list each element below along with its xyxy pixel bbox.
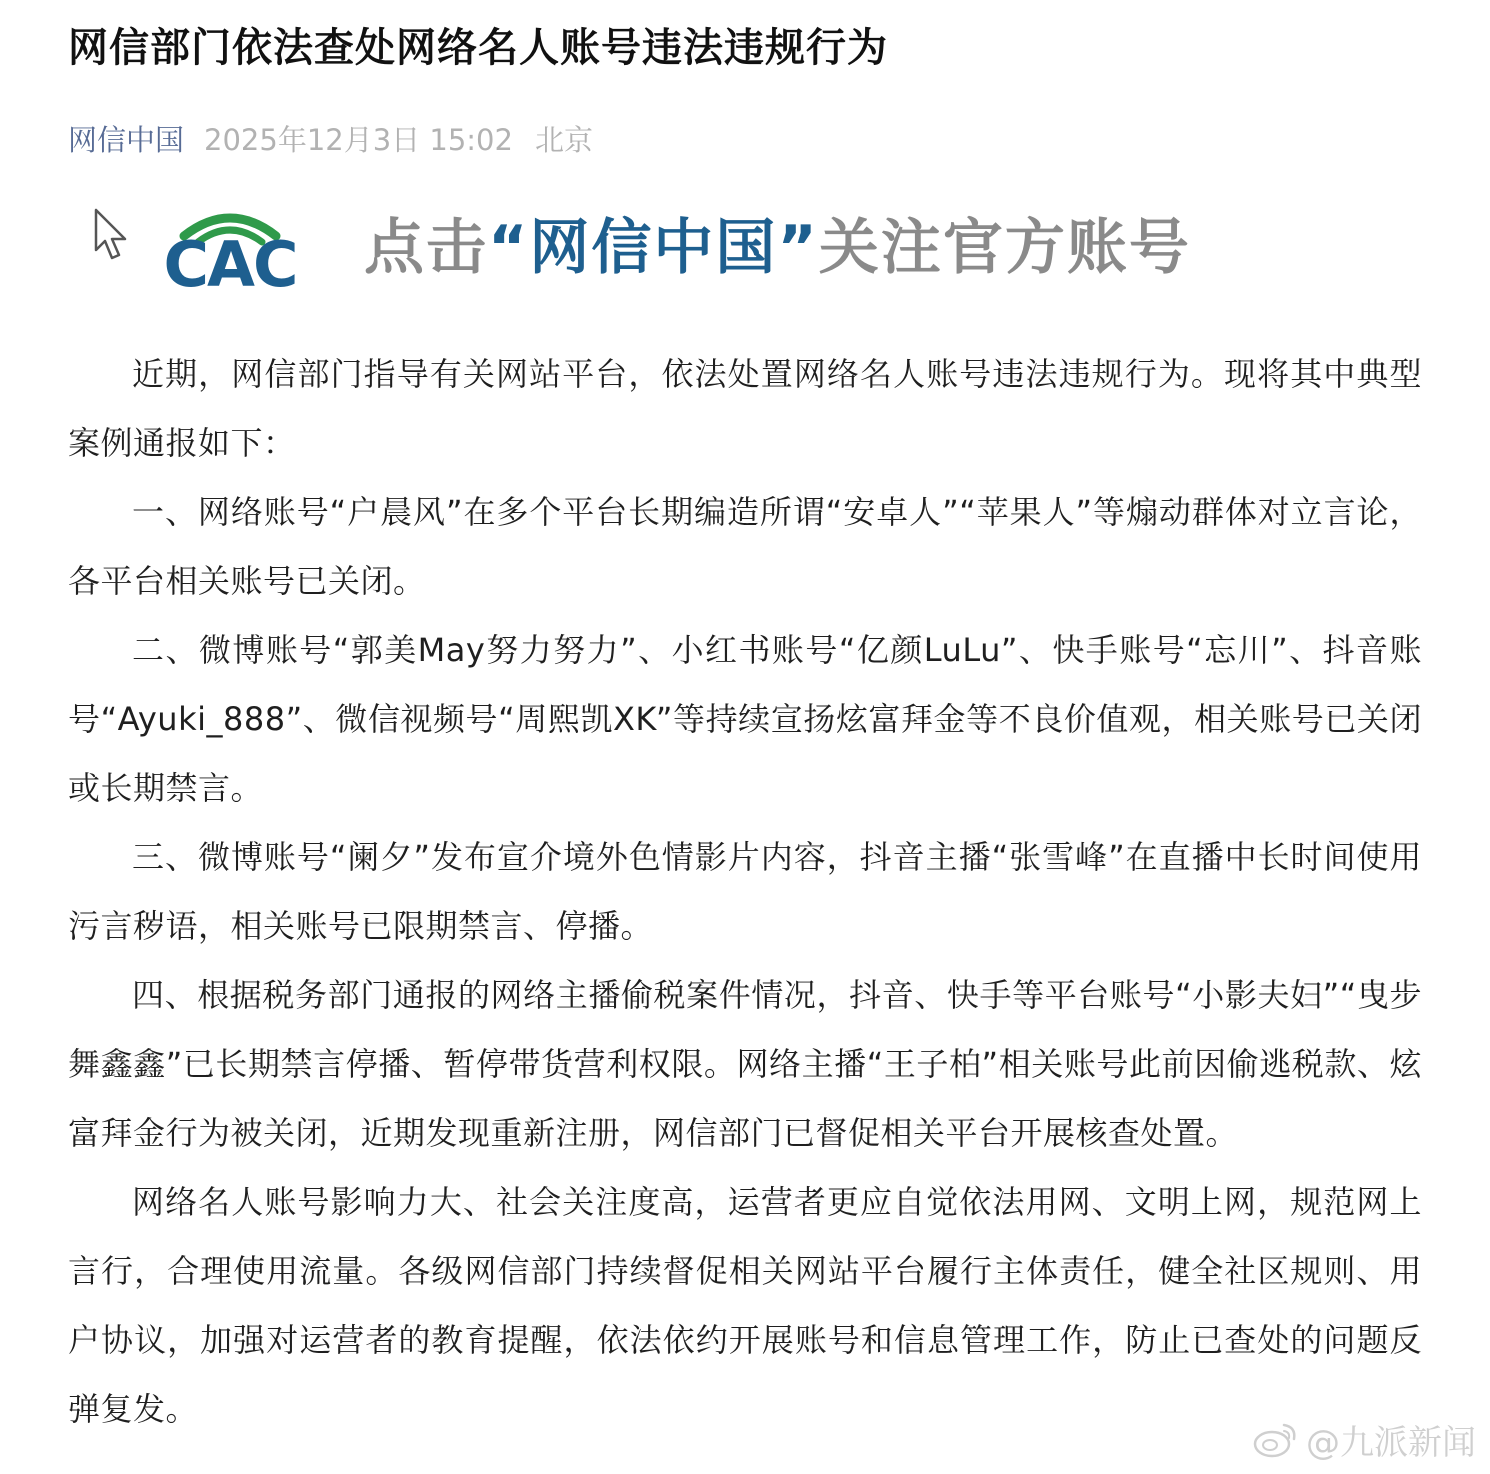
paragraph-case-3: 三、微博账号“阑夕”发布宣介境外色情影片内容，抖音主播“张雪峰”在直播中长时间使用污言秽语，相关账号已限期禁言、停播。: [68, 838, 1422, 945]
publish-time: 2025年12月3日 15:02: [204, 123, 513, 157]
paragraph-case-1: 一、网络账号“户晨风”在多个平台长期编造所谓“安卓人”“苹果人”等煽动群体对立言论，各平台相关账号已关闭。: [68, 493, 1422, 600]
paragraph-intro: 近期，网信部门指导有关网站平台，依法处置网络名人账号违法违规行为。现将其中典型案例通报如下：: [68, 355, 1422, 462]
article-title: 网信部门依法查处网络名人账号违法违规行为: [68, 25, 888, 71]
paragraph-case-2: 二、微博账号“郭美May努力努力”、小红书账号“亿颜LuLu”、快手账号“忘川”、抖音账号“Ayuki_888”、微信视频号“周熙凯XK”等持续宣扬炫富拜金等不良价值观，相关账号已关闭或长期禁言。: [68, 631, 1422, 807]
slogan-suffix: 关注官方账号: [818, 213, 1191, 283]
cac-logo-text: CAC: [163, 228, 297, 292]
slogan-account-name: “网信中国”: [488, 213, 819, 283]
watermark-text: @九派新闻: [1306, 1422, 1476, 1463]
banner-slogan: [364, 208, 1191, 288]
weibo-icon: [1252, 1419, 1300, 1459]
weibo-watermark: [1252, 1414, 1476, 1464]
publish-place: 北京: [534, 123, 593, 157]
cursor-icon: [90, 206, 136, 264]
paragraph-case-4: 四、根据税务部门通报的网络主播偷税案件情况，抖音、快手等平台账号“小影夫妇”“曳步舞鑫鑫”已长期禁言停播、暂停带货营利权限。网络主播“王子柏”相关账号此前因偷逃税款、炫富拜金行为被关闭，近期发现重新注册，网信部门已督促相关平台开展核查处置。: [68, 976, 1422, 1152]
slogan-prefix: 点击: [364, 213, 488, 283]
article-meta: [68, 120, 1422, 160]
source-link[interactable]: 网信中国: [68, 123, 185, 157]
follow-banner[interactable]: [90, 196, 1310, 306]
article-header: [68, 0, 1422, 160]
article-body: [68, 340, 1422, 1444]
paragraph-conclusion: 网络名人账号影响力大、社会关注度高，运营者更应自觉依法用网、文明上网，规范网上言行，合理使用流量。各级网信部门持续督促相关网站平台履行主体责任，健全社区规则、用户协议，加强对运营者的教育提醒，依法依约开展账号和信息管理工作，防止已查处的问题反弹复发。: [68, 1183, 1422, 1428]
cac-logo-icon: [140, 200, 320, 292]
